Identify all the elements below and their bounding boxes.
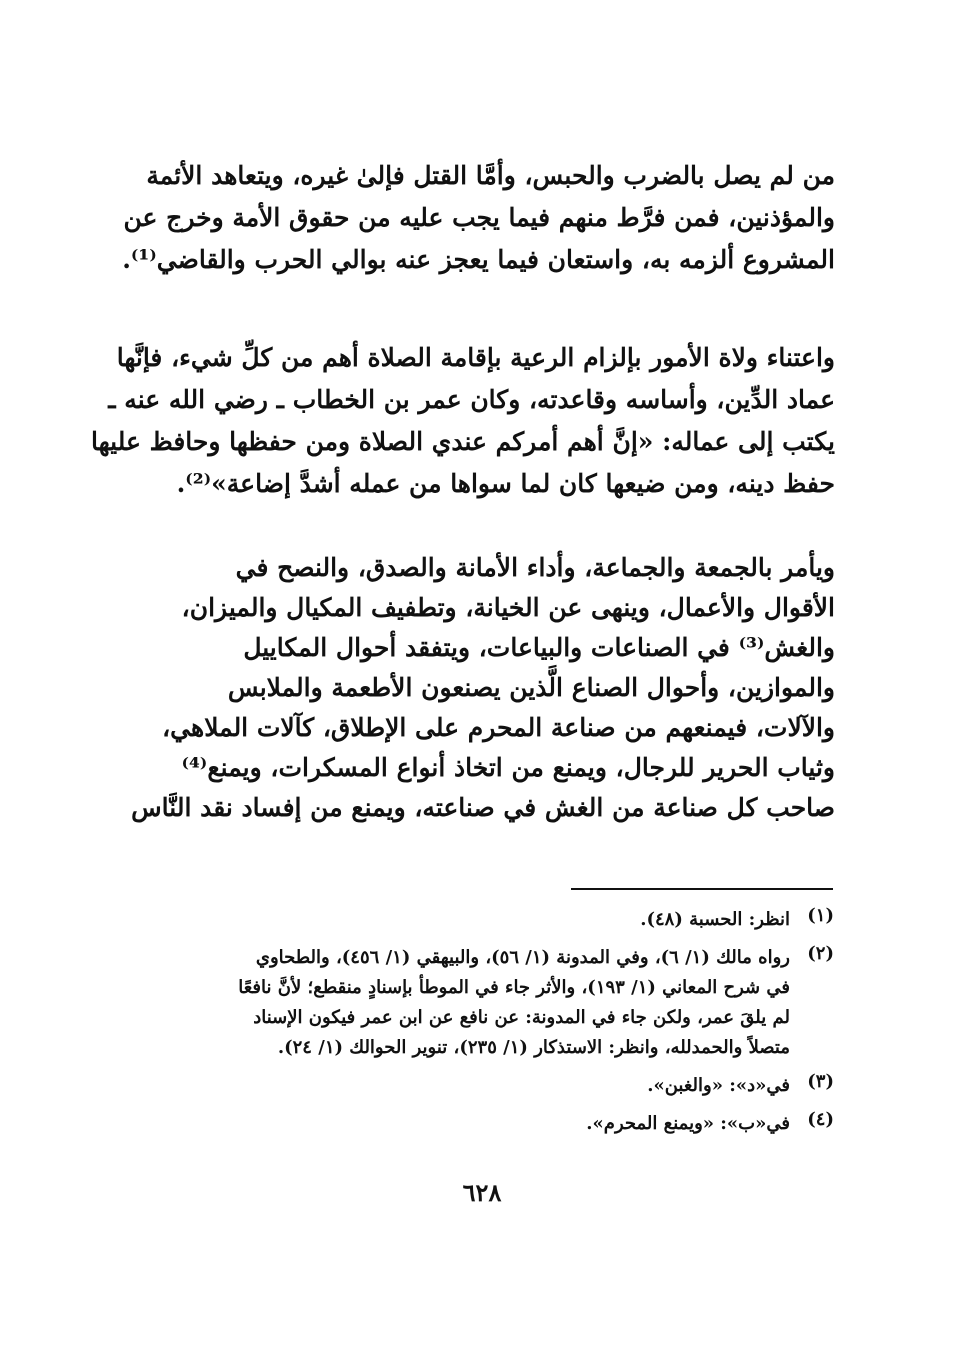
page-number: ٦٢٨ xyxy=(462,1178,502,1207)
paragraph-line: عماد الدِّين، وأساسه وقاعدته، وكان عمر بن الخطاب ـ رضي الله عنه ـ xyxy=(108,385,835,414)
paragraph-2 xyxy=(91,337,835,505)
footnote-line: رواه مالك (١/ ٦)، وفي المدونة (١/ ٥٦)، والبيهقي (١/ ٤٥٦)، والطحاوي xyxy=(255,947,790,968)
paragraph-line: والمؤذنين، فمن فرَّط منهم فيما يجب عليه من حقوق الأمة وخرج عن xyxy=(123,203,835,232)
paragraph-3 xyxy=(131,548,835,828)
footnote-line: في«ب»: «ويمنع المحرم». xyxy=(586,1113,790,1134)
footnote-line: في شرح المعاني (١/ ١٩٣)، والأثر جاء في الموطأ بإسنادٍ منقطع؛ لأنَّ نافعًا xyxy=(238,977,790,998)
footnote-1 xyxy=(150,905,834,935)
footnote-text xyxy=(150,943,790,1063)
footnote-divider xyxy=(571,888,833,890)
paragraph-line: ويأمر بالجمعة والجماعة، وأداء الأمانة والصدق، والنصح في xyxy=(235,553,835,582)
paragraph-line: والغش⁽³⁾ في الصناعات والبياعات، ويتفقد أحوال المكاييل xyxy=(243,633,835,662)
footnote-line: متصلاً والحمدلله، وانظر: الاستذكار (١/ ٢٣٥)، تنوير الحوالك (١/ ٢٤). xyxy=(277,1037,790,1058)
paragraph-line: المشروع ألزمه به، واستعان فيما يعجز عنه بوالي الحرب والقاضي⁽¹⁾. xyxy=(122,245,835,274)
paragraph-line: صاحب كل صناعة من الغش في صناعته، ويمنع من إفساد نقد النَّاس xyxy=(131,793,835,822)
footnote-line: في«د»: «والغبن». xyxy=(647,1075,790,1096)
footnote-text xyxy=(150,905,790,935)
footnote-4 xyxy=(150,1109,834,1139)
footnotes-list xyxy=(150,905,834,1147)
footnote-number: (٤) xyxy=(807,1109,834,1130)
footnote-number: (٣) xyxy=(807,1071,834,1092)
paragraph-line: وثياب الحرير للرجال، ويمنع من اتخاذ أنواع المسكرات، ويمنع⁽⁴⁾ xyxy=(181,753,835,782)
footnote-3 xyxy=(150,1071,834,1101)
paragraph-1 xyxy=(122,155,835,281)
paragraph-line: من لم يصل بالضرب والحبس، وأمَّا القتل فإلىٰ غيره، ويتعاهد الأئمة xyxy=(146,161,835,190)
paragraph-line: والموازين، وأحوال الصناع الَّذين يصنعون الأطعمة والملابس xyxy=(227,673,835,702)
paragraph-line: يكتب إلى عماله: «إنَّ أهم أمركم عندي الصلاة ومن حفظها وحافظ عليها xyxy=(91,427,835,456)
footnote-2 xyxy=(150,943,834,1063)
footnote-text xyxy=(150,1109,790,1139)
paragraph-line: الأقوال والأعمال، وينهى عن الخيانة، وتطفيف المكيال والميزان، xyxy=(181,593,835,622)
footnote-line: لم يلقَ عمر، ولكن جاء في المدونة: عن نافع عن ابن عمر فيكون الإسناد xyxy=(253,1007,790,1028)
paragraph-line: والآلات، فيمنعهم من صناعة المحرم على الإطلاق، كآلات الملاهي، xyxy=(162,713,835,742)
footnote-line: انظر: الحسبة (٤٨). xyxy=(640,909,790,930)
footnote-number: (٢) xyxy=(807,943,834,964)
paragraph-line: واعتناء ولاة الأمور بإلزام الرعية بإقامة الصلاة أهم من كلِّ شيء، فإنَّها xyxy=(116,343,835,372)
footnote-number: (١) xyxy=(807,905,834,926)
footnote-text xyxy=(150,1071,790,1101)
paragraph-line: حفظ دينه، ومن ضيعها كان لما سواها من عمله أشدَّ إضاعة»⁽²⁾. xyxy=(176,469,835,498)
